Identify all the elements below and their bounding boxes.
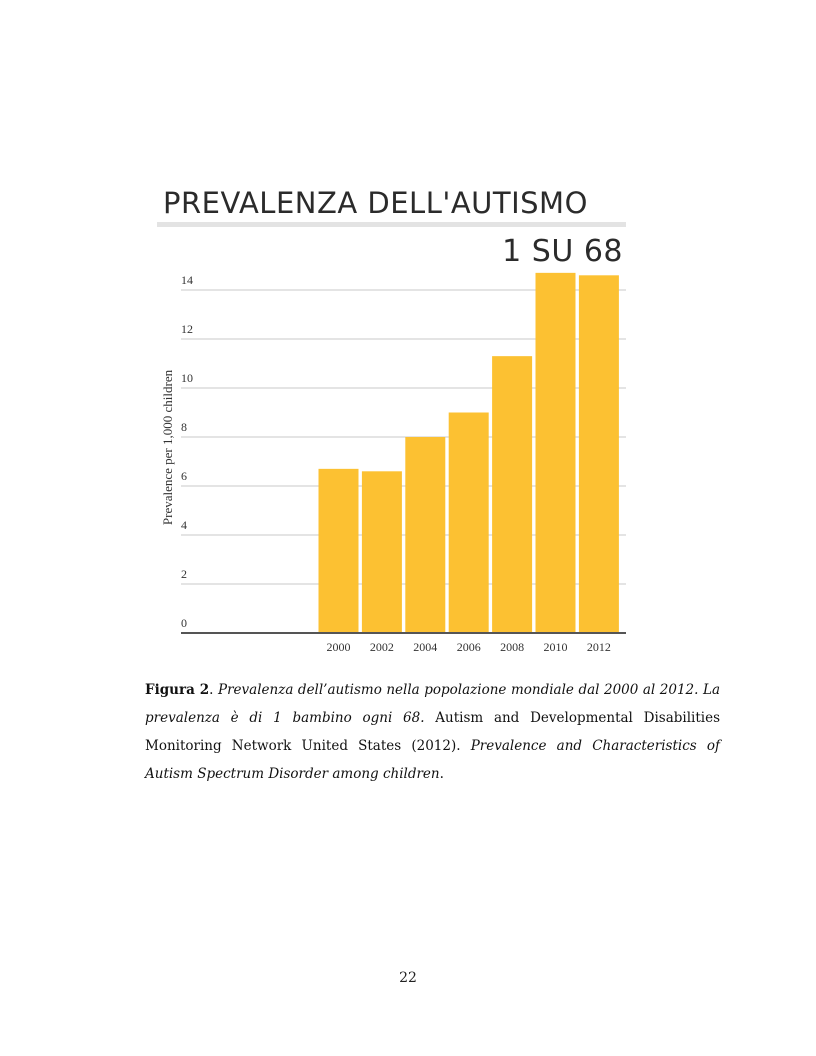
caption-italic-2: Prevalence and Characteristics of Autism Spectrum Disorder among children (145, 738, 720, 782)
figure-label: Figura 2 (145, 682, 210, 698)
y-tick-label-10: 10 (181, 371, 193, 385)
bars (319, 273, 619, 633)
x-tick-label-2000: 2000 (326, 640, 351, 654)
x-tick-label-2008: 2008 (500, 640, 525, 654)
x-tick-label-2002: 2002 (369, 640, 394, 654)
caption-source: Autism and Developmental Disabilities Monitoring Network United States (2012). (145, 710, 720, 754)
y-tick-label-14: 14 (181, 273, 193, 287)
x-tick-label-2004: 2004 (413, 640, 438, 654)
caption-separator: . (209, 682, 219, 698)
caption-italic-1: Prevalenza dell’autismo nella popolazione mondiale dal 2000 al 2012. La prevalenza è di 1 bambino ogni 68. (145, 682, 720, 726)
bar-2004 (405, 437, 445, 633)
bar-2008 (492, 356, 532, 633)
bar-2000 (319, 469, 359, 633)
bar-2012 (579, 275, 619, 633)
chart-title: PREVALENZA DELL'AUTISMO (163, 186, 588, 220)
bar-2006 (449, 413, 489, 634)
y-tick-label-8: 8 (181, 420, 187, 434)
page-number: 22 (399, 970, 417, 986)
chart-subtitle: 1 SU 68 (502, 234, 623, 269)
y-tick-label-12: 12 (181, 322, 193, 336)
y-tick-label-2: 2 (181, 567, 187, 581)
y-tick-label-0: 0 (181, 616, 187, 630)
caption-end: . (439, 766, 444, 782)
y-axis-label: Prevalence per 1,000 children (160, 369, 175, 526)
x-tick-label-2012: 2012 (586, 640, 611, 654)
y-tick-label-4: 4 (181, 518, 187, 532)
figure-caption (145, 676, 720, 788)
y-tick-label-6: 6 (181, 469, 187, 483)
x-tick-label-2010: 2010 (543, 640, 568, 654)
x-tick-label-2006: 2006 (456, 640, 481, 654)
bar-2010 (536, 273, 576, 633)
bar-2002 (362, 471, 402, 633)
